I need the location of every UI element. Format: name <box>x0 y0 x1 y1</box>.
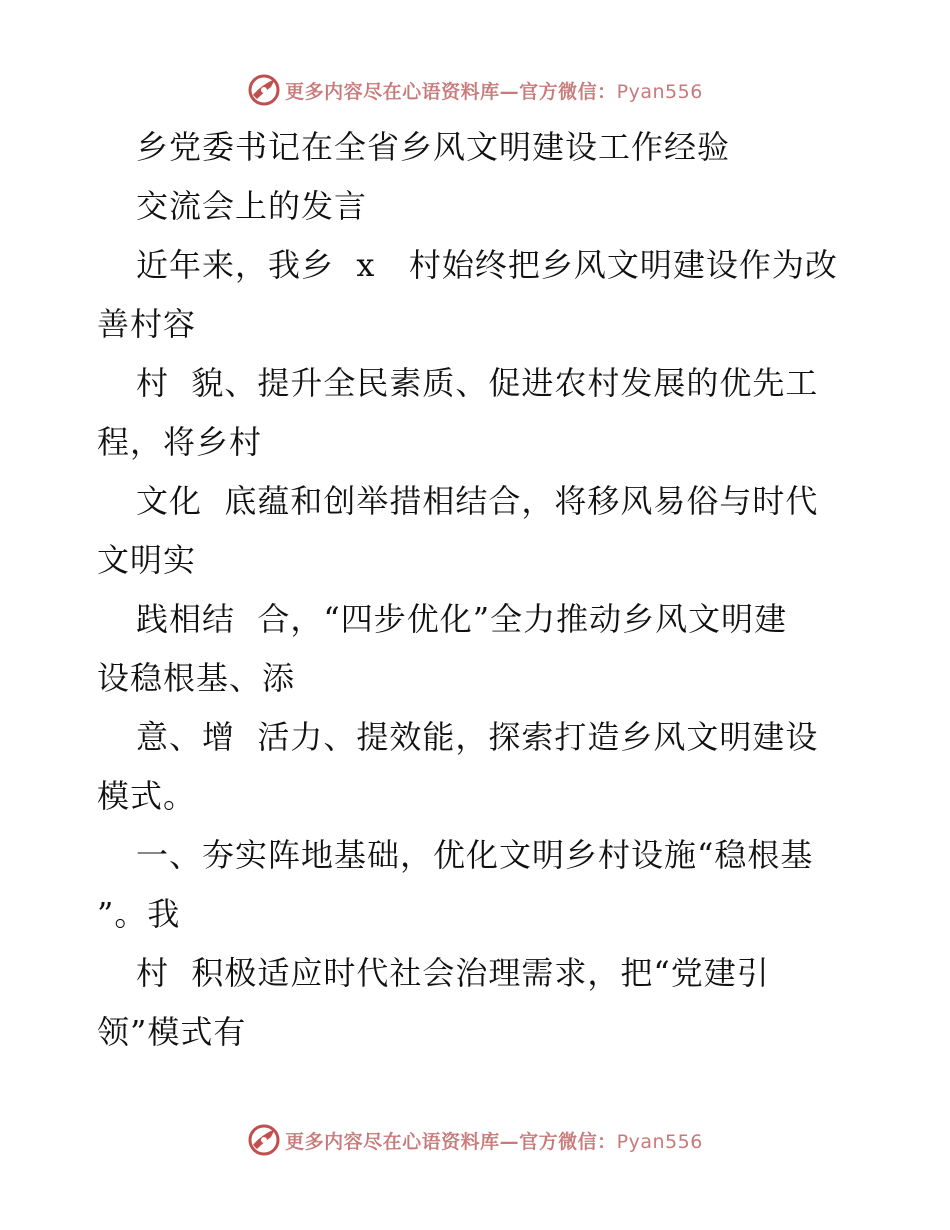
text-line: 文化 底蕴和创举措相结合，将移风易俗与时代 <box>136 482 819 520</box>
text-line: 近年来，我乡 x 村始终把乡风文明建设作为改 <box>136 246 838 284</box>
text-line: 文明实 <box>97 541 197 579</box>
section-heading-line: 一、夯实阵地基础，优化文明乡村设施“稳根基 <box>136 836 814 874</box>
text-line: 村 貌、提升全民素质、促进农村发展的优先工 <box>136 364 819 402</box>
text-line: 善村容 <box>97 305 197 343</box>
text-line: 设稳根基、添 <box>97 659 296 697</box>
text-line: 程，将乡村 <box>97 423 263 461</box>
watermark-text: 更多内容尽在心语资料库—官方微信：Pyan556 <box>285 80 703 103</box>
text-line: 领”模式有 <box>97 1013 247 1051</box>
watermark-wechat-id: Pyan556 <box>616 80 703 103</box>
watermark-wechat-id: Pyan556 <box>616 1130 703 1153</box>
text-line: 村 积极适应时代社会治理需求，把“党建引 <box>136 954 770 992</box>
text-line: 模式。 <box>97 777 197 815</box>
pen-logo-icon <box>247 73 281 107</box>
watermark-text: 更多内容尽在心语资料库—官方微信：Pyan556 <box>285 1130 703 1153</box>
title-line-2: 交流会上的发言 <box>136 187 368 225</box>
text-line: 践相结 合，“四步优化”全力推动乡风文明建 <box>136 600 788 638</box>
text-line: 意、增 活力、提效能，探索打造乡风文明建设 <box>136 718 819 756</box>
text-line: ”。我 <box>97 895 181 933</box>
footer-watermark <box>0 1120 950 1160</box>
document-body <box>0 118 950 1062</box>
pen-logo-icon <box>247 1123 281 1157</box>
header-watermark <box>0 70 950 110</box>
title-line-1: 乡党委书记在全省乡风文明建设工作经验 <box>136 128 731 166</box>
